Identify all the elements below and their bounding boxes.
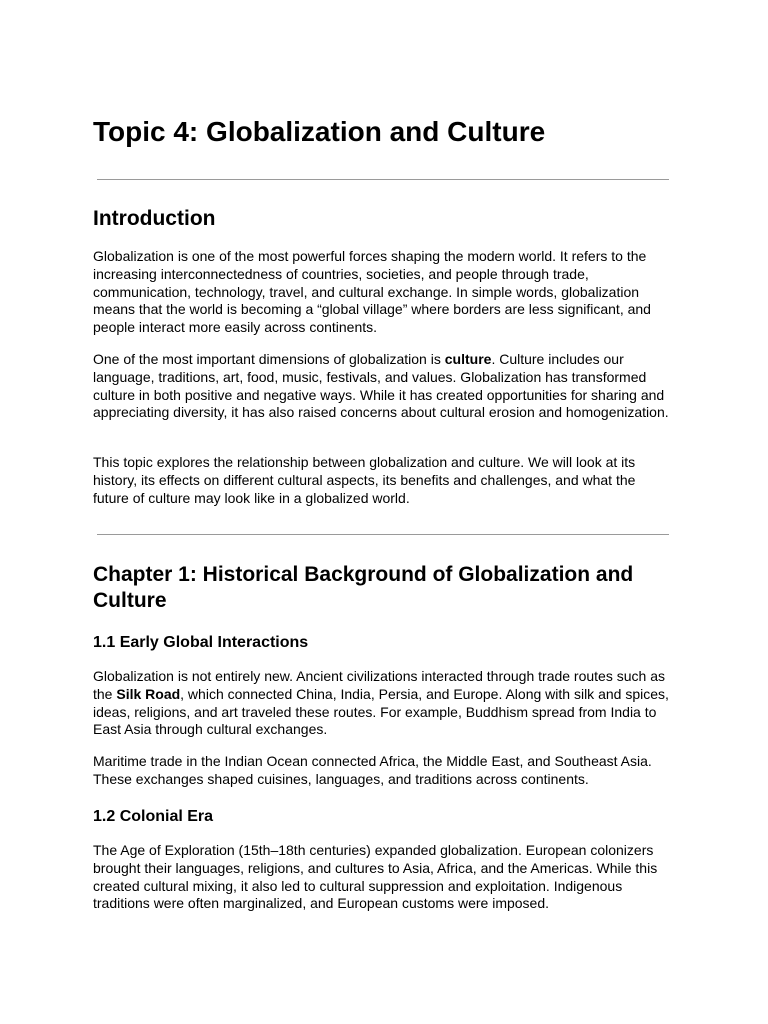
- paragraph-text: , which connected China, India, Persia, and Europe. Along with silk and spices, ideas, religions, and art traveled these routes. For example, Buddhism spread from India to East Asia through cultural exchanges.: [93, 685, 669, 738]
- paragraph-text: . Culture includes our language, traditions, art, food, music, festivals, and values. Globalization has transformed culture in both positive and negative ways. While it has created opportunities for sharing and appreciating diversity, it has also raised concerns about cultural erosion and homogenization.: [93, 351, 669, 421]
- introduction-heading: Introduction: [93, 207, 216, 230]
- section-1-1-paragraph-2: Maritime trade in the Indian Ocean connected Africa, the Middle East, and Southeast Asia. These exchanges shaped cuisines, languages, and traditions across continents.: [93, 753, 652, 787]
- paragraph-text: One of the most important dimensions of globalization is: [93, 351, 445, 367]
- chapter-1-heading: [93, 562, 633, 614]
- bold-term-culture: culture: [444, 351, 492, 367]
- section-1-1-paragraph-1: [93, 668, 675, 739]
- horizontal-divider: [97, 179, 669, 180]
- chapter-1-heading-line-2: Culture: [93, 589, 167, 612]
- section-1-1-heading: 1.1 Early Global Interactions: [93, 634, 309, 651]
- chapter-1-heading-line-1: Chapter 1: Historical Background of Globalization and: [93, 563, 634, 586]
- paragraph-text: Globalization is not entirely new. Ancient civilizations interacted through trade routes such as the: [93, 668, 665, 702]
- section-1-2-paragraph-1: The Age of Exploration (15th–18th centuries) expanded globalization. European colonizers brought their languages, religions, and cultures to Asia, Africa, and the Americas. While this created cultural mixing, it also led to cultural suppression and exploitation. Indigenous traditions were often marginalized, and European customs were imposed.: [93, 842, 658, 912]
- document-title: Topic 4: Globalization and Culture: [93, 116, 546, 147]
- horizontal-divider: [97, 534, 669, 535]
- introduction-paragraph-1: Globalization is one of the most powerful forces shaping the modern world. It refers to the increasing interconnectedness of countries, societies, and people through trade, communication, technology, travel, and cultural exchange. In simple words, globalization means that the world is becoming a “global village” where borders are less significant, and people interact more easily across continents.: [93, 248, 651, 336]
- introduction-paragraph-2: [93, 351, 675, 422]
- introduction-paragraph-3: This topic explores the relationship between globalization and culture. We will look at its history, its effects on different cultural aspects, its benefits and challenges, and what the future of culture may look like in a globalized world.: [93, 454, 636, 506]
- section-1-2-heading: 1.2 Colonial Era: [93, 808, 214, 825]
- bold-term-silk-road: Silk Road: [116, 685, 181, 702]
